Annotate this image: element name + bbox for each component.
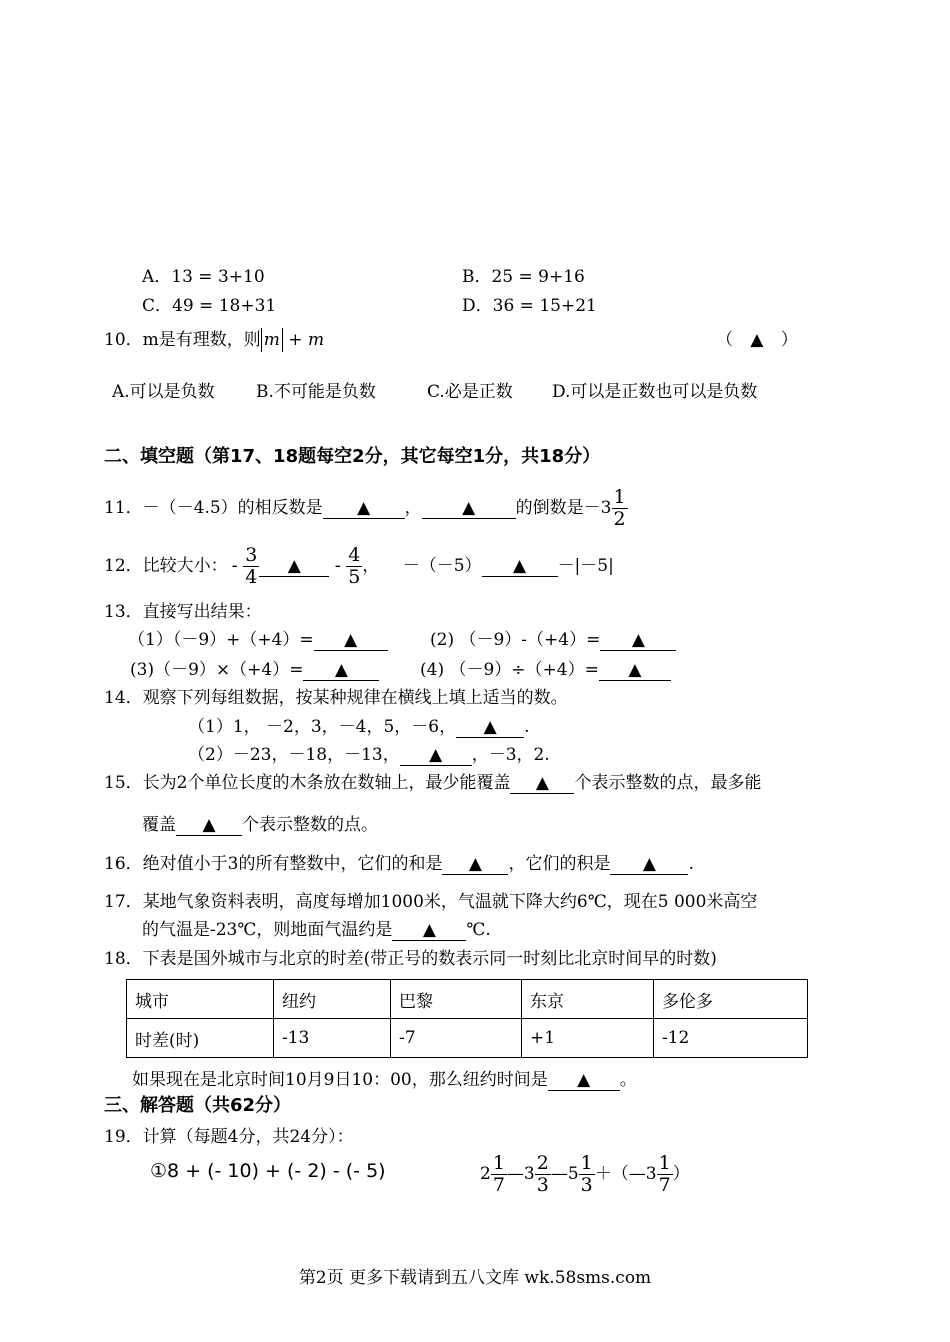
q15-blank-1 bbox=[510, 774, 574, 794]
answer-marker-icon: ▲ bbox=[462, 498, 476, 518]
q11-sep: ， bbox=[404, 498, 422, 518]
close-paren: ） bbox=[672, 1164, 690, 1184]
q12-blank-1 bbox=[259, 557, 329, 577]
frac-den: 7 bbox=[658, 1174, 671, 1196]
q11 bbox=[104, 484, 628, 532]
q13-blank-1 bbox=[314, 631, 388, 651]
table-cell: +1 bbox=[522, 1019, 654, 1058]
q10-stem-text: 10．m是有理数，则 bbox=[104, 330, 261, 350]
q16-text-1: 16．绝对值小于3的所有整数中，它们的和是 bbox=[104, 854, 443, 874]
q9-option-a: A．13 = 3+10 bbox=[142, 267, 265, 287]
q15-line-2 bbox=[142, 810, 378, 836]
q18-end: 。 bbox=[619, 1070, 637, 1090]
q18-title: 18．下表是国外城市与北京的时差(带正号的数表示同一时刻比北京时间早的时数) bbox=[104, 949, 717, 969]
whole-number: 2 bbox=[480, 1164, 491, 1184]
answer-marker-icon: ▲ bbox=[422, 920, 436, 940]
q16-blank-2 bbox=[610, 855, 688, 875]
timezone-table bbox=[126, 979, 808, 1058]
frac-num: 1 bbox=[658, 1152, 671, 1175]
q17-text-2: ℃. bbox=[466, 920, 491, 940]
q14-row-1-text: （1）1， －2，3，－4，5，－6， bbox=[188, 717, 457, 737]
table-row bbox=[127, 1019, 808, 1058]
q11-text-2: 的倒数是－3 bbox=[515, 498, 612, 518]
q15-text-2: 个表示整数的点，最多能 bbox=[574, 773, 762, 793]
table-cell: 城市 bbox=[127, 980, 274, 1019]
q12-neg-1: - bbox=[231, 556, 238, 576]
answer-marker-icon: ▲ bbox=[202, 815, 216, 835]
q14-row-2-text: （2）－23，－18，－13， bbox=[188, 745, 400, 765]
q11-text-1: 11．－（－4.5）的相反数是 bbox=[104, 498, 323, 518]
q17-line-2 bbox=[142, 915, 491, 941]
q14-row-1 bbox=[188, 712, 530, 738]
page-footer: 第2页 更多下载请到五八文库 wk.58sms.com bbox=[298, 1268, 652, 1288]
q15-text-1: 15．长为2个单位长度的木条放在数轴上，最少能覆盖 bbox=[104, 773, 511, 793]
q14-title: 14．观察下列每组数据，按某种规律在横线上填上适当的数。 bbox=[104, 688, 568, 708]
q12-comma: ， bbox=[362, 556, 380, 576]
frac-num: 1 bbox=[580, 1152, 593, 1175]
answer-marker-icon: ▲ bbox=[628, 660, 642, 680]
q17-text-1: 的气温是-23℃，则地面气温约是 bbox=[142, 920, 393, 940]
q13-item-1 bbox=[128, 625, 388, 651]
answer-marker-icon: ▲ bbox=[535, 773, 549, 793]
q13-blank-3 bbox=[303, 661, 379, 681]
frac-num: 3 bbox=[245, 544, 258, 567]
q16-blank-1 bbox=[442, 855, 508, 875]
frac-num: 1 bbox=[492, 1152, 505, 1175]
section-3-title: 三、解答题（共62分） bbox=[104, 1095, 292, 1116]
q13-item-3 bbox=[130, 655, 379, 681]
table-cell: -13 bbox=[274, 1019, 391, 1058]
q14-blank-1 bbox=[456, 718, 524, 738]
q13-item-2 bbox=[430, 625, 676, 651]
q14-row-2 bbox=[188, 740, 550, 766]
q13-item-4-text: (4) （－9）÷（+4）= bbox=[420, 660, 599, 680]
q11-blank-2 bbox=[422, 499, 516, 519]
q17-blank bbox=[392, 921, 466, 941]
q13-title: 13．直接写出结果： bbox=[104, 602, 262, 622]
q18-question bbox=[132, 1065, 637, 1091]
q15-text-4: 个表示整数的点。 bbox=[242, 815, 378, 835]
q9-option-c: C．49 = 18+31 bbox=[142, 296, 277, 316]
frac-den: 3 bbox=[536, 1174, 549, 1196]
answer-marker-icon: ▲ bbox=[577, 1070, 591, 1090]
q11-blank-1 bbox=[323, 499, 405, 519]
answer-marker-icon: ▲ bbox=[631, 630, 645, 650]
q16-text-3: . bbox=[688, 854, 694, 874]
answer-marker-icon: ▲ bbox=[468, 854, 482, 874]
q14-blank-2 bbox=[400, 746, 472, 766]
fraction bbox=[491, 1153, 507, 1196]
q13-item-3-text: (3)（－9）×（+4）= bbox=[130, 660, 304, 680]
q16 bbox=[104, 849, 694, 875]
table-cell: 多伦多 bbox=[654, 980, 808, 1019]
operator: ＋（—3 bbox=[594, 1164, 657, 1184]
table-cell: -12 bbox=[654, 1019, 808, 1058]
q10-option-c: C.必是正数 bbox=[427, 382, 513, 402]
q13-item-2-text: (2) （－9）-（+4）= bbox=[430, 630, 601, 650]
q18-blank bbox=[548, 1071, 620, 1091]
answer-marker-icon: ▲ bbox=[750, 330, 764, 350]
q18-text: 如果现在是北京时间10月9日10：00，那么纽约时间是 bbox=[132, 1070, 548, 1090]
q16-text-2: ，它们的积是 bbox=[508, 854, 611, 874]
q10-stem bbox=[104, 325, 324, 352]
q12-label: 12．比较大小： bbox=[104, 556, 228, 576]
q12-fraction-2 bbox=[346, 545, 362, 588]
frac-num: 1 bbox=[613, 486, 626, 509]
section-2-title: 二、填空题（第17、18题每空2分，其它每空1分，共18分） bbox=[104, 446, 601, 467]
table-cell: 纽约 bbox=[274, 980, 391, 1019]
answer-marker-icon: ▲ bbox=[344, 630, 358, 650]
frac-num: 4 bbox=[348, 544, 361, 567]
table-cell: 东京 bbox=[522, 980, 654, 1019]
q10-expr-tail: + m bbox=[288, 330, 325, 350]
answer-marker-icon: ▲ bbox=[429, 745, 443, 765]
q12-blank-2 bbox=[482, 557, 558, 577]
q19-expr-1: ①8 + (- 10) + (- 2) - (- 5) bbox=[150, 1160, 386, 1182]
q10-abs-m: m bbox=[261, 328, 283, 352]
q14-row-2-end: ，－3，2. bbox=[471, 745, 550, 765]
q15-line-1 bbox=[104, 768, 761, 794]
fraction bbox=[579, 1153, 595, 1196]
answer-marker-icon: ▲ bbox=[513, 556, 527, 576]
table-header-row bbox=[127, 980, 808, 1019]
answer-marker-icon: ▲ bbox=[483, 717, 497, 737]
answer-marker-icon: ▲ bbox=[642, 854, 656, 874]
q17-line-1: 17．某地气象资料表明，高度每增加1000米，气温就下降大约6℃，现在5 000米高空 bbox=[104, 892, 758, 912]
table-cell: 巴黎 bbox=[391, 980, 522, 1019]
table-cell: -7 bbox=[391, 1019, 522, 1058]
q12-fraction-1 bbox=[243, 545, 259, 588]
paren-left: （ bbox=[716, 330, 733, 350]
q9-option-d: D．36 = 15+21 bbox=[462, 296, 597, 316]
paren-right: ） bbox=[780, 330, 798, 350]
frac-num: 2 bbox=[536, 1152, 549, 1175]
q12 bbox=[104, 540, 614, 592]
q14-row-1-end: . bbox=[524, 717, 530, 737]
frac-den: 7 bbox=[492, 1174, 505, 1196]
q12-part2-left: －（－5） bbox=[402, 556, 482, 576]
answer-marker-icon: ▲ bbox=[287, 556, 301, 576]
frac-den: 4 bbox=[245, 566, 258, 588]
operator: —5 bbox=[550, 1164, 579, 1184]
q13-blank-4 bbox=[599, 661, 671, 681]
answer-marker-icon: ▲ bbox=[357, 498, 371, 518]
q10-option-a: A.可以是负数 bbox=[112, 382, 215, 402]
q11-fraction bbox=[612, 487, 628, 530]
frac-den: 5 bbox=[348, 566, 361, 588]
q13-blank-2 bbox=[600, 631, 676, 651]
q12-part2-right: －|－5| bbox=[557, 556, 614, 576]
q19-expr-2 bbox=[480, 1148, 690, 1200]
fraction bbox=[657, 1153, 673, 1196]
q15-blank-2 bbox=[176, 816, 242, 836]
q12-neg-2: - bbox=[334, 556, 341, 576]
q15-text-3: 覆盖 bbox=[142, 815, 176, 835]
q10-option-d: D.可以是正数也可以是负数 bbox=[552, 382, 758, 402]
q10-answer-slot bbox=[716, 325, 798, 350]
table-cell: 时差(时) bbox=[127, 1019, 274, 1058]
frac-den: 3 bbox=[580, 1174, 593, 1196]
q10-option-b: B.不可能是负数 bbox=[256, 382, 376, 402]
q9-option-b: B．25 = 9+16 bbox=[462, 267, 585, 287]
fraction bbox=[535, 1153, 551, 1196]
answer-marker-icon: ▲ bbox=[334, 660, 348, 680]
frac-den: 2 bbox=[613, 508, 626, 530]
q13-item-4 bbox=[420, 655, 671, 681]
q19-title: 19．计算（每题4分，共24分）： bbox=[104, 1127, 354, 1147]
q13-item-1-text: （1）（－9）+（+4）= bbox=[128, 630, 314, 650]
operator: —3 bbox=[506, 1164, 535, 1184]
